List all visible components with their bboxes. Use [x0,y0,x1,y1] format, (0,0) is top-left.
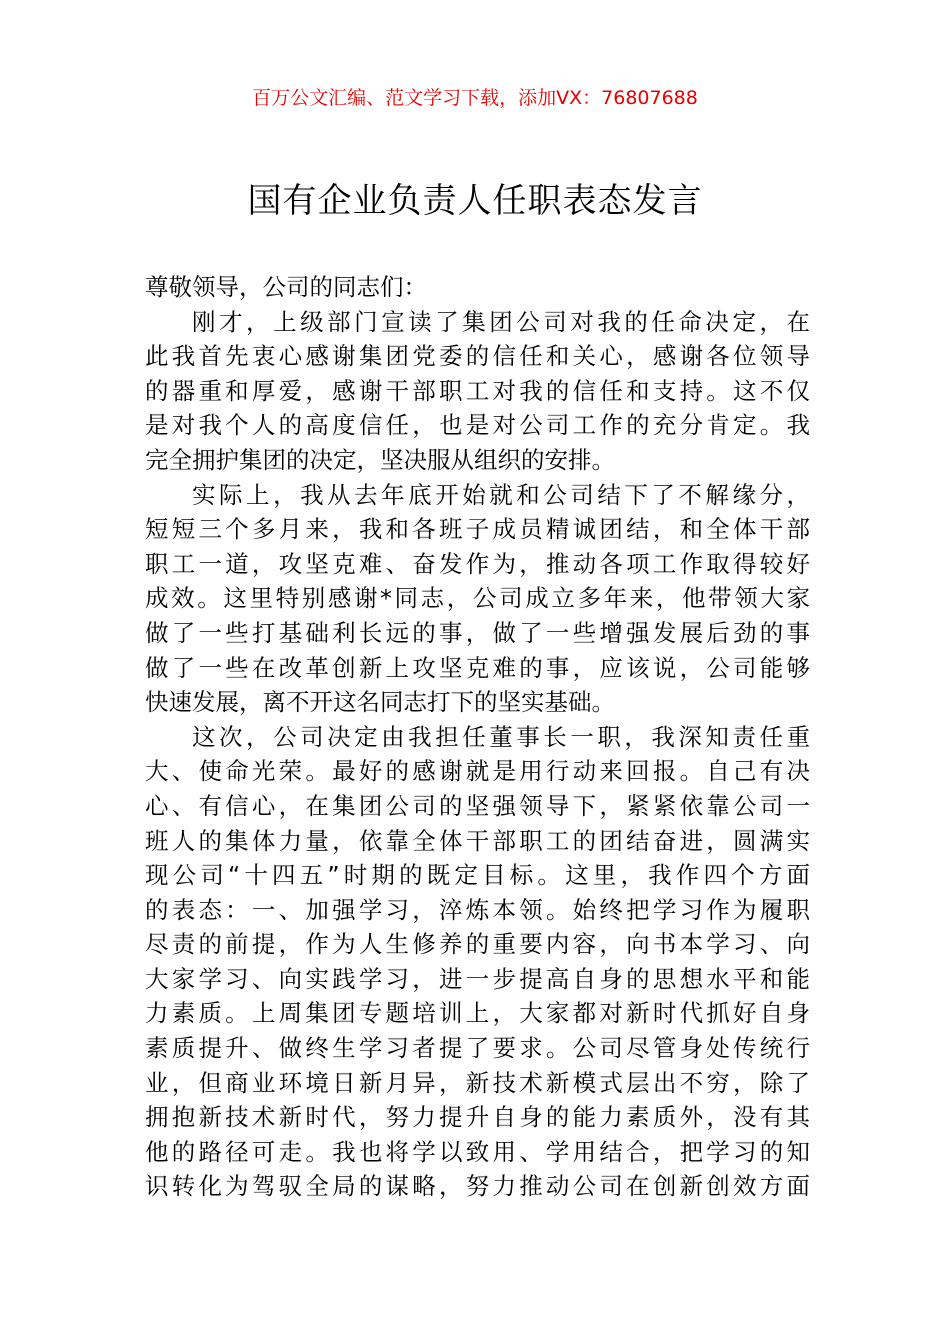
paragraph-1-line: 是对我个人的高度信任，也是对公司工作的充分肯定。我 [145,411,810,440]
paragraph-3-line: 心、有信心，在集团公司的坚强领导下，紧紧依靠公司一 [145,791,810,820]
paragraph-2-line: 做了一些在改革创新上攻坚克难的事，应该说，公司能够 [145,653,810,682]
header-note: 百万公文汇编、范文学习下载，添加VX：76807688 [252,87,698,109]
page-title: 国有企业负责人任职表态发言 [247,181,703,221]
paragraph-3-line: 素质提升、做终生学习者提了要求。公司尽管身处传统行 [145,1034,810,1063]
paragraph-3-line: 这次，公司决定由我担任董事长一职，我深知责任重 [192,722,810,751]
paragraph-2-line: 实际上，我从去年底开始就和公司结下了不解缘分， [192,480,810,509]
paragraph-3-line: 拥抱新技术新时代，努力提升自身的能力素质外，没有其 [145,1103,810,1132]
paragraph-3-line: 尽责的前提，作为人生修养的重要内容，向书本学习、向 [145,930,810,959]
document-body [145,270,810,1204]
paragraph-2-line: 成效。这里特别感谢*同志，公司成立多年来，他带领大家 [145,584,810,613]
paragraph-3-line: 他的路径可走。我也将学以致用、学用结合，把学习的知 [145,1137,810,1166]
paragraph-3-line: 业，但商业环境日新月异，新技术新模式层出不穷，除了 [145,1068,810,1097]
paragraph-2-line: 快速发展，离不开这名同志打下的坚实基础。 [145,688,615,717]
paragraph-3-line: 现公司“十四五”时期的既定目标。这里，我作四个方面 [145,861,810,890]
paragraph-3-line: 力素质。上周集团专题培训上，大家都对新时代抓好自身 [145,999,810,1028]
paragraph-3-line: 的表态：一、加强学习，淬炼本领。始终把学习作为履职 [145,895,810,924]
paragraph-2-line: 职工一道，攻坚克难、奋发作为，推动各项工作取得较好 [145,549,810,578]
paragraph-3-line: 大、使命光荣。最好的感谢就是用行动来回报。自己有决 [145,757,810,786]
paragraph-2-line: 短短三个多月来，我和各班子成员精诚团结，和全体干部 [145,515,810,544]
paragraph-3-line: 班人的集体力量，依靠全体干部职工的团结奋进，圆满实 [145,826,810,855]
paragraph-1-line: 的器重和厚爱，感谢干部职工对我的信任和支持。这不仅 [145,376,810,405]
paragraph-1-line: 此我首先衷心感谢集团党委的信任和关心，感谢各位领导 [145,342,810,371]
paragraph-1-line: 完全拥护集团的决定，坚决服从组织的安排。 [145,445,615,474]
paragraph-3-line: 大家学习、向实践学习，进一步提高自身的思想水平和能 [145,964,810,993]
paragraph-1-line: 刚才，上级部门宣读了集团公司对我的任命决定，在 [192,307,810,336]
paragraph-3-line: 识转化为驾驭全局的谋略，努力推动公司在创新创效方面 [145,1172,810,1201]
paragraph-2-line: 做了一些打基础利长远的事，做了一些增强发展后劲的事 [145,618,810,647]
salutation-line: 尊敬领导，公司的同志们： [145,273,427,301]
